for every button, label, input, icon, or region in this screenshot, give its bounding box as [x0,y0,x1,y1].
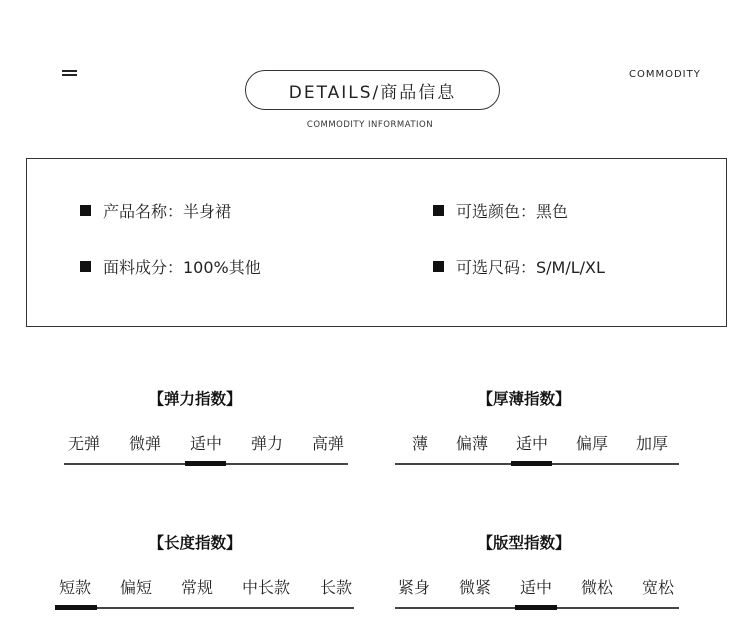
info-color [433,199,568,222]
elasticity-option: 无弹 [67,434,101,453]
fit-title: 【版型指数】 [477,534,571,552]
info-product-name [80,199,231,222]
elasticity-option: 高弹 [311,434,345,453]
page-title: DETAILS/商品信息 [245,70,500,110]
elasticity-option: 弹力 [250,434,284,453]
info-size [433,255,605,278]
square-bullet-icon [433,261,444,272]
elasticity-option-selected: 适中 [189,434,223,453]
elasticity-option: 微弹 [128,434,162,453]
length-option: 偏短 [119,578,153,597]
info-material-text: 面料成分：100%其他 [103,258,261,277]
thickness-option: 加厚 [635,434,669,453]
thickness-option: 薄 [411,434,429,453]
fit-option: 微松 [580,578,614,597]
square-bullet-icon [80,205,91,216]
thickness-option-selected: 适中 [515,434,549,453]
length-scale-line [55,607,354,609]
fit-option: 微紧 [458,578,492,597]
thickness-option: 偏厚 [575,434,609,453]
info-product-name-text: 产品名称：半身裙 [103,202,232,221]
fit-selected-marker [515,605,557,610]
thickness-selected-marker [511,461,552,466]
page-subtitle: COMMODITY INFORMATION [306,120,434,130]
length-option: 常规 [180,578,214,597]
thickness-title: 【厚薄指数】 [477,390,571,408]
length-selected-marker [55,605,97,610]
fit-option-selected: 适中 [519,578,553,597]
length-option-selected: 短款 [58,578,92,597]
square-bullet-icon [433,205,444,216]
length-title: 【长度指数】 [148,534,242,552]
thickness-option: 偏薄 [455,434,489,453]
fit-option: 紧身 [397,578,431,597]
elasticity-title: 【弹力指数】 [148,390,242,408]
menu-icon[interactable] [62,70,77,76]
product-info-box [26,158,727,327]
square-bullet-icon [80,261,91,272]
elasticity-selected-marker [185,461,226,466]
info-size-text: 可选尺码：S/M/L/XL [456,258,605,277]
corner-label: COMMODITY [629,69,701,80]
fit-option: 宽松 [641,578,675,597]
info-material [80,255,261,278]
length-option: 中长款 [241,578,291,597]
length-option: 长款 [319,578,353,597]
info-color-text: 可选颜色：黑色 [456,202,569,221]
